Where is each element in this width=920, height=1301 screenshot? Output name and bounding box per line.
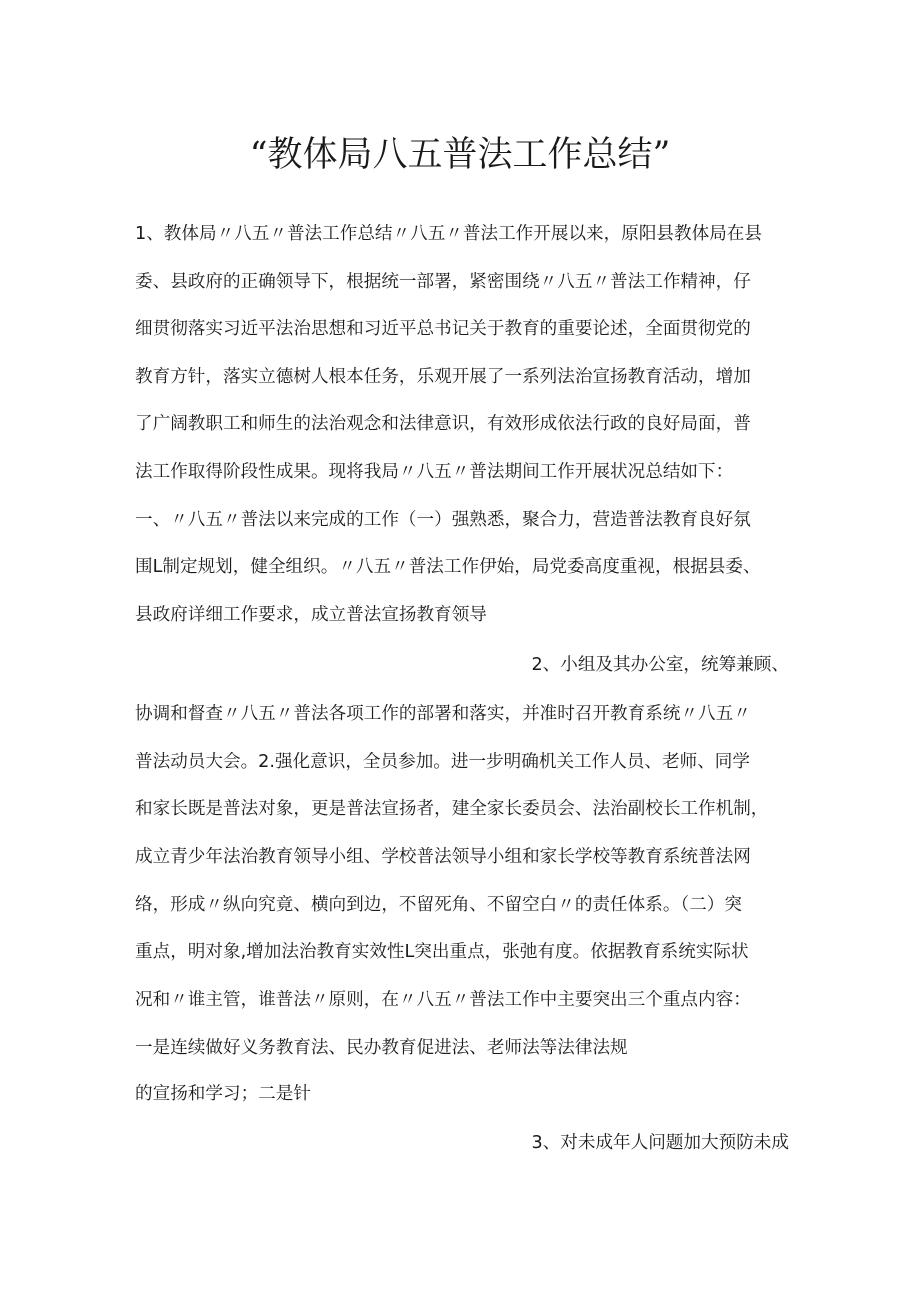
body-line-1: 1、教体局〃八五〃普法工作总结〃八五〃普法工作开展以来，原阳县教体局在县	[135, 224, 762, 244]
body-line-9: 县政府详细工作要求，成立普法宣扬教育领导	[135, 605, 487, 625]
numbered-item-3: 3、对未成年人问题加大预防未成	[531, 1133, 789, 1153]
body-line-2: 委、县政府的正确领导下，根据统一部署，紧密围绕〃八五〃普法工作精神，仔	[135, 272, 751, 292]
body-line-5: 了广阔教职工和师生的法治观念和法律意识，有效形成依法行政的良好局面，普	[135, 414, 751, 434]
body-line-3: 细贯彻落实习近平法治思想和习近平总书记关于教育的重要论述，全面贯彻党的	[135, 319, 751, 339]
body-line-14: 成立青少年法治教育领导小组、学校普法领导小组和家长学校等教育系统普法网	[135, 847, 751, 867]
body-line-11: 协调和督查〃八五〃普法各项工作的部署和落实，并准时召开教育系统〃八五〃	[135, 704, 751, 724]
numbered-item-2: 2、小组及其办公室，统筹兼顾、	[531, 655, 789, 675]
body-line-8: 围L制定规划，健全组织。〃八五〃普法工作伊始，局党委高度重视，根据县委、	[135, 557, 761, 577]
body-line-4: 教育方针，落实立德树人根本任务，乐观开展了一系列法治宣扬教育活动，增加	[135, 367, 751, 387]
body-line-17: 况和〃谁主管，谁普法〃原则，在〃八五〃普法工作中主要突出三个重点内容：	[135, 990, 751, 1010]
body-line-18: 一是连续做好义务教育法、民办教育促进法、老师法等法律法规	[135, 1038, 628, 1058]
body-line-12: 普法动员大会。2.强化意识，全员参加。进一步明确机关工作人员、老师、同学	[135, 752, 750, 772]
body-line-13: 和家长既是普法对象，更是普法宣扬者，建全家长委员会、法治副校长工作机制，	[135, 799, 769, 819]
body-line-6: 法工作取得阶段性成果。现将我局〃八五〃普法期间工作开展状况总结如下：	[135, 462, 734, 482]
body-line-15: 络，形成〃纵向究竟、横向到边，不留死角、不留空白〃的责任体系。（二）突	[135, 895, 742, 915]
document-title: “教体局八五普法工作总结”	[249, 135, 671, 175]
body-line-16: 重点，明对象,增加法治教育实效性L突出重点，张弛有度。依据教育系统实际状	[135, 942, 749, 962]
body-line-19: 的宣扬和学习；二是针	[135, 1084, 311, 1104]
body-line-7: 一、〃八五〃普法以来完成的工作（一）强熟悉，聚合力，营造普法教育良好氛	[135, 510, 751, 530]
